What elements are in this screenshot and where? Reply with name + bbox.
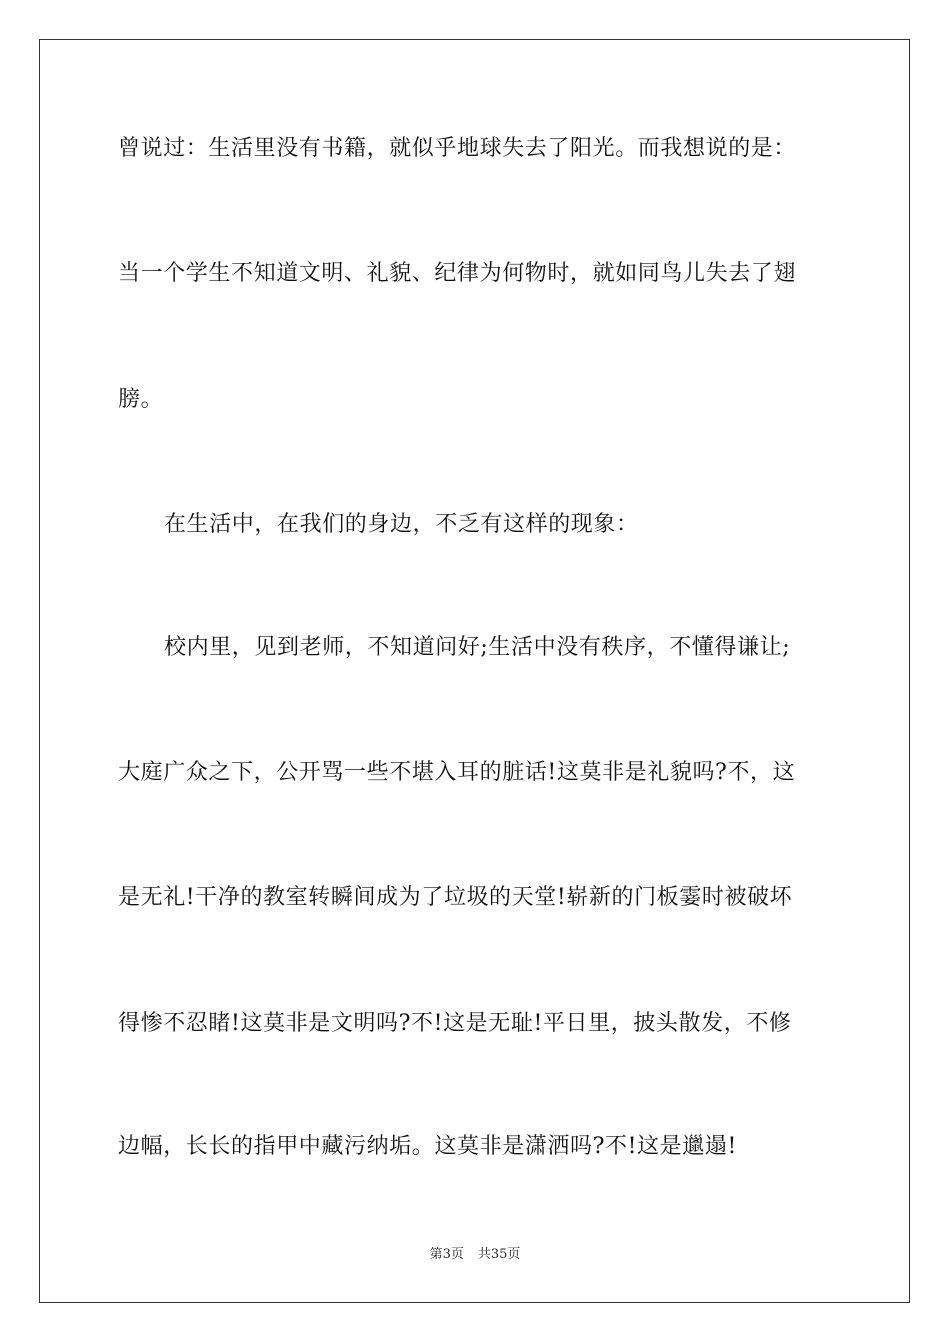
page-total: 共35页 (477, 1247, 521, 1262)
page-border (39, 39, 910, 1303)
text-line-9: 边幅，长长的指甲中藏污纳垢。这莫非是潇洒吗?不!这是邋遢! (118, 1134, 737, 1159)
text-line-7: 是无礼!干净的教室转瞬间成为了垃圾的天堂!崭新的门板霎时被破坏 (118, 885, 793, 910)
text-line-2: 当一个学生不知道文明、礼貌、纪律为何物时，就如同鸟儿失去了翅 (118, 261, 797, 286)
page-number: 第3页 (429, 1247, 464, 1262)
text-line-4: 在生活中，在我们的身边，不乏有这样的现象： (164, 512, 639, 537)
page-footer (0, 1246, 950, 1264)
text-line-8: 得惨不忍睹!这莫非是文明吗?不!这是无耻!平日里，披头散发，不修 (118, 1011, 792, 1036)
text-line-6: 大庭广众之下，公开骂一些不堪入耳的脏话!这莫非是礼貌吗?不，这 (118, 760, 796, 785)
text-line-3: 膀。 (118, 387, 164, 412)
text-line-1: 曾说过：生活里没有书籍，就似乎地球失去了阳光。而我想说的是： (118, 136, 797, 161)
text-line-5: 校内里，见到老师，不知道问好;生活中没有秩序，不懂得谦让; (164, 635, 791, 660)
